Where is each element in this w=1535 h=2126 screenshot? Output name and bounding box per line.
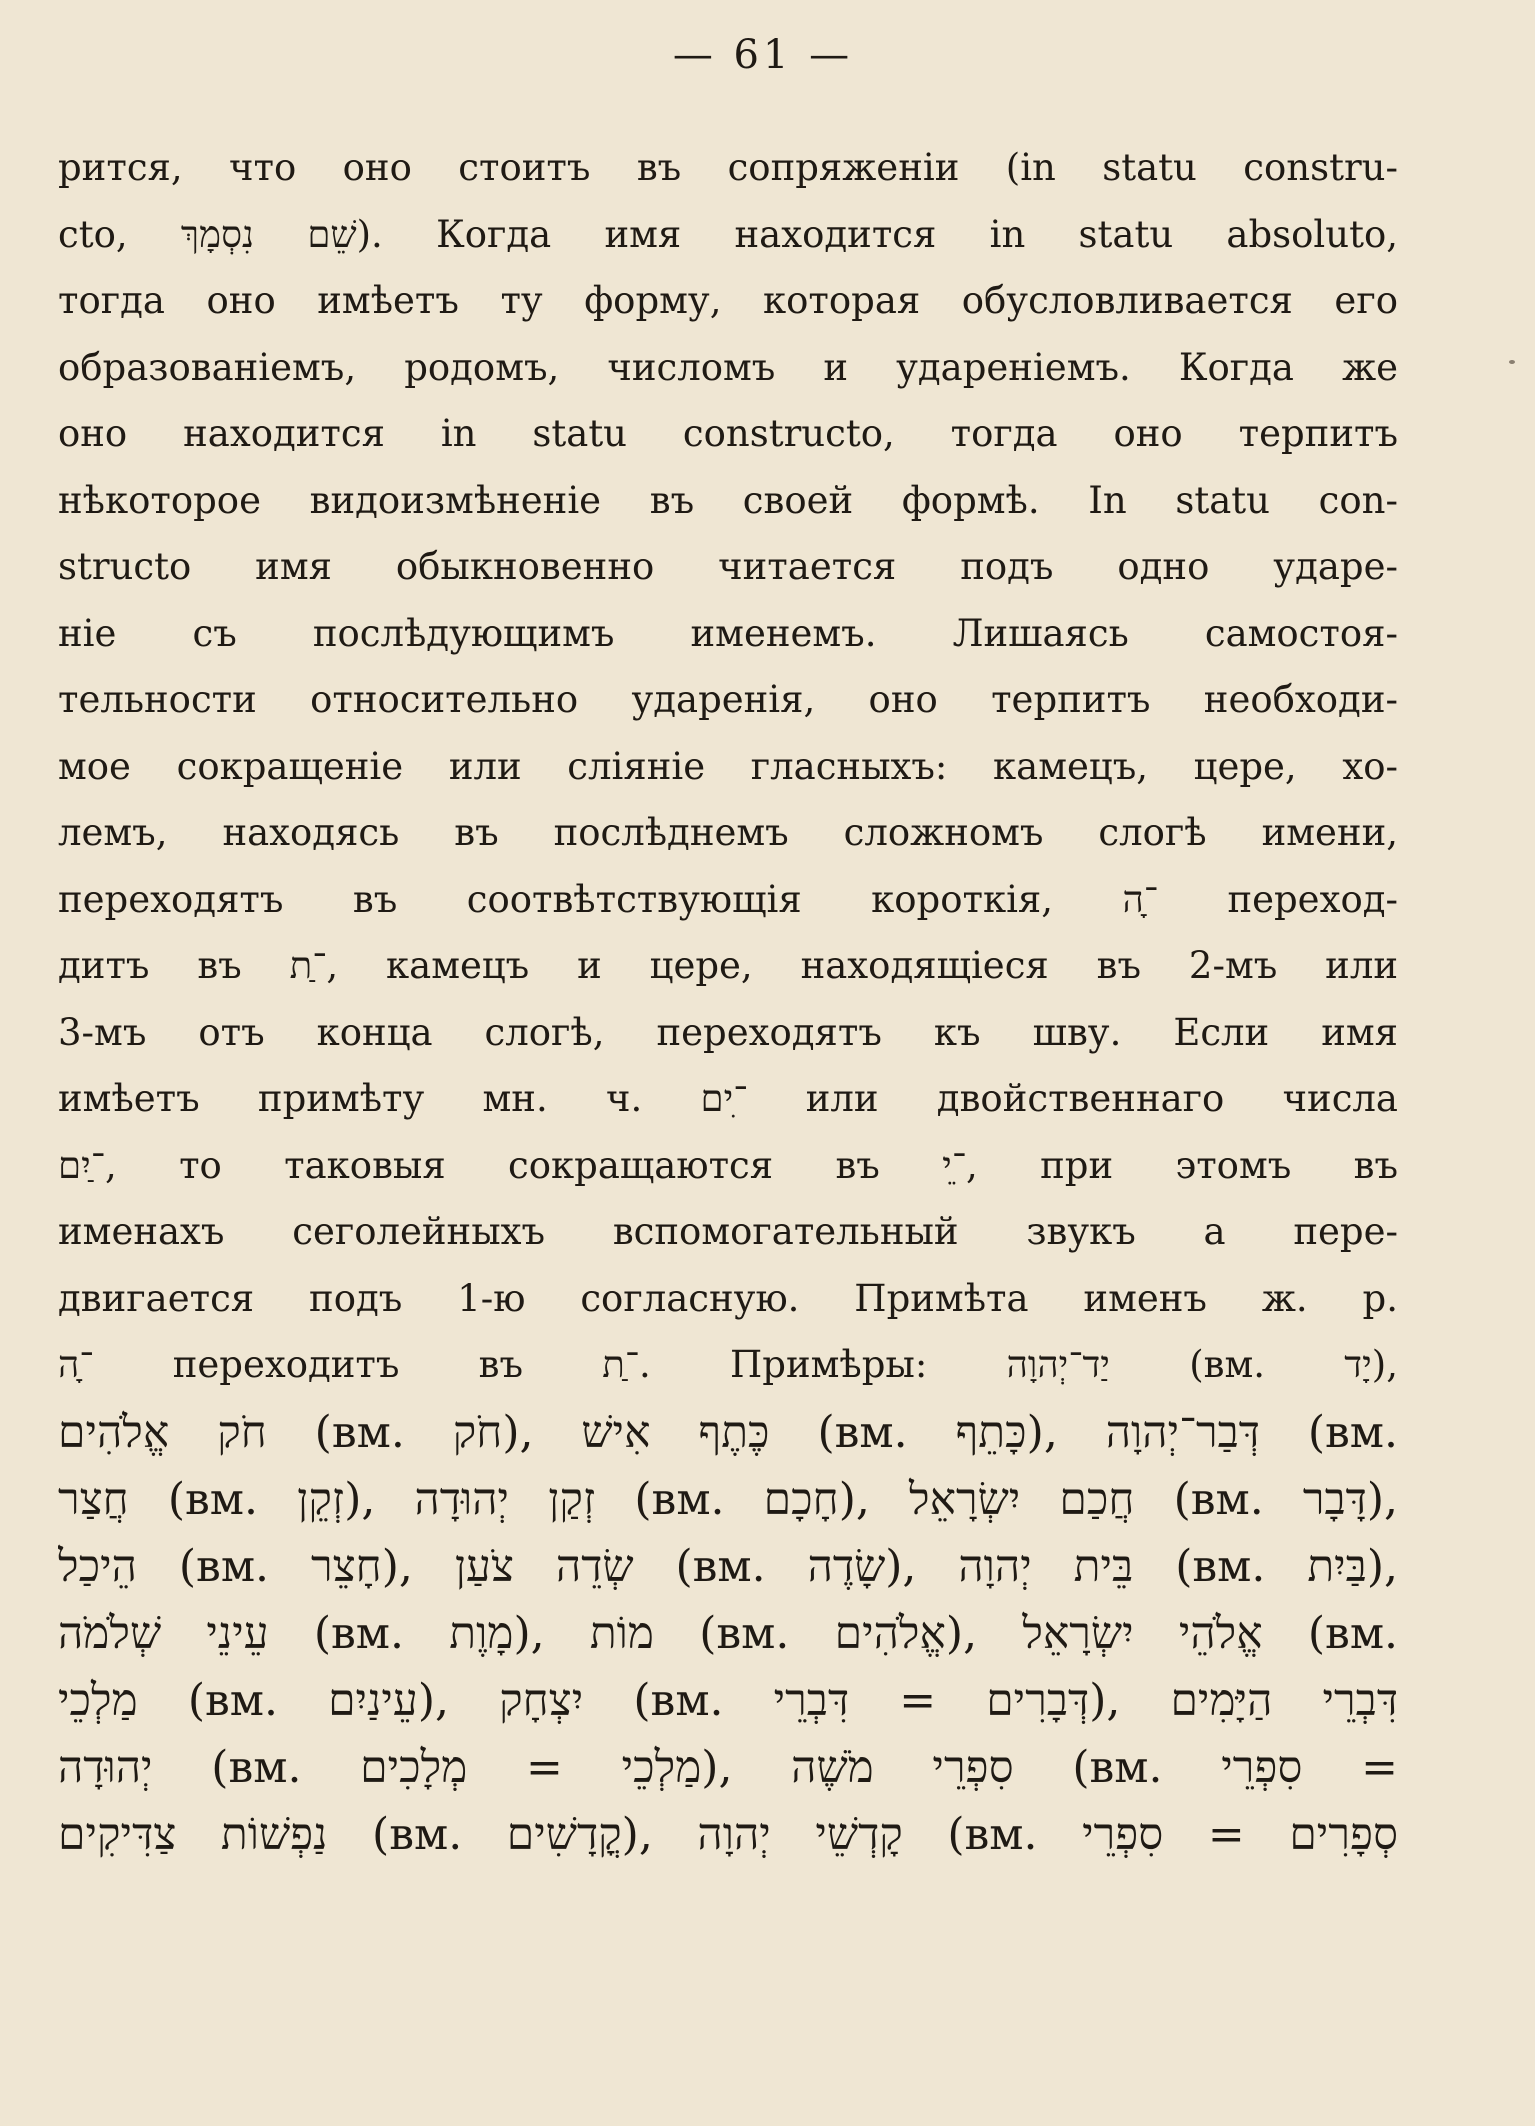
text-line: structo имя обыкновенно читается подъ одно ударе-: [58, 545, 1398, 588]
hebrew-examples-line: יְהוּדָה (вм. מַלְכֵי = מְלָכִים), סִפְרֵי מֹשֶׁה (вм. סִפְרֵי =: [58, 1741, 1398, 1793]
text-line: тельности относительно ударенія, оно терпитъ необходи-: [58, 678, 1398, 721]
hebrew-examples-line: נַפְשׁוֹת צַדִּיקִים (вм. קֳדָשִׁים), קָדְשֵׁי יְהוָה (вм. סְפָרִים = סִפְרֵי: [58, 1808, 1398, 1860]
text-line: дитъ въ ־ַת, камецъ и цере, находящіеся въ 2-мъ или: [58, 944, 1398, 987]
text-line: именахъ сеголейныхъ вспомогательный звукъ a пере-: [58, 1210, 1398, 1253]
text-line: тогда оно имѣетъ ту форму, которая обусловливается его: [58, 279, 1398, 322]
body-text: [58, 135, 1398, 1868]
paper-speck: [1509, 360, 1515, 364]
book-page: [58, 30, 1398, 2090]
text-line: лемъ, находясь въ послѣднемъ сложномъ слогѣ имени,: [58, 811, 1398, 854]
text-line: оно находится in statu constructo, тогда оно терпитъ: [58, 412, 1398, 455]
hebrew-examples-line: מַלְכֵי (вм. עֵינַיִם), יִצְחָק (вм. דְּבָרִים = דִּבְרֵי), דִּבְרֵי הַיָּמִים: [58, 1674, 1398, 1726]
text-line: рится, что оно стоитъ въ сопряженіи (in statu constru-: [58, 146, 1398, 189]
text-line: переходятъ въ соотвѣтствующія короткія, ־ָה переход-: [58, 877, 1398, 921]
text-line: ־ַיִם, то таковыя сокращаются въ ־ֵי, при этомъ въ: [58, 1143, 1398, 1187]
hebrew-examples-line: הֵיכַל (вм. חָצֵר), שְׂדֵה צֹעַן (вм. שָׂדֶה), בֵּית יְהוָה (вм. בַּיִת),: [58, 1540, 1398, 1592]
text-line: ніе съ послѣдующимъ именемъ. Лишаясь самостоя-: [58, 611, 1398, 655]
text-line: нѣкоторое видоизмѣненіе въ своей формѣ. In statu con-: [58, 478, 1398, 522]
hebrew-examples-line: חֲצַר (вм. זְקֵן), זְקַן יְהוּדָה (вм. חָכָם), חֲכַם יִשְׂרָאֵל (вм. דָּבָר),: [58, 1473, 1398, 1525]
text-line: образованіемъ, родомъ, числомъ и удареніемъ. Когда же: [58, 345, 1398, 389]
hebrew-examples-line: עֵינֵי שְׁלֹמֹה (вм. מָוֶת), מוֹת (вм. אֱלֹהִים), אֱלֹהֵי יִשְׂרָאֵל (вм.: [58, 1607, 1398, 1659]
text-line: имѣетъ примѣту мн. ч. ־ִים или двойственнаго числа: [58, 1077, 1398, 1120]
page-number: — 61 —: [672, 32, 854, 78]
text-line: мое сокращеніе или сліяніе гласныхъ: камецъ, цере, хо-: [58, 744, 1398, 788]
text-line: ־ָה переходитъ въ ־ַת. Примѣры: יַד־יְהוָה (вм. יָד),: [58, 1343, 1398, 1386]
hebrew-examples-line: חֹק אֱלֹהִים (вм. חֹק), כֶּתֶף אִישׁ (вм. כָּתֵף), דְּבַר־יְהוָה (вм.: [58, 1406, 1398, 1458]
text-line: 3-мъ отъ конца слогѣ, переходятъ къ шву. Если имя: [58, 1010, 1398, 1054]
text-line: cto, שֵׁם נִסְמָךְ). Когда имя находится in statu absoluto,: [58, 212, 1398, 256]
text-line: двигается подъ 1-ю согласную. Примѣта именъ ж. р.: [58, 1276, 1398, 1320]
